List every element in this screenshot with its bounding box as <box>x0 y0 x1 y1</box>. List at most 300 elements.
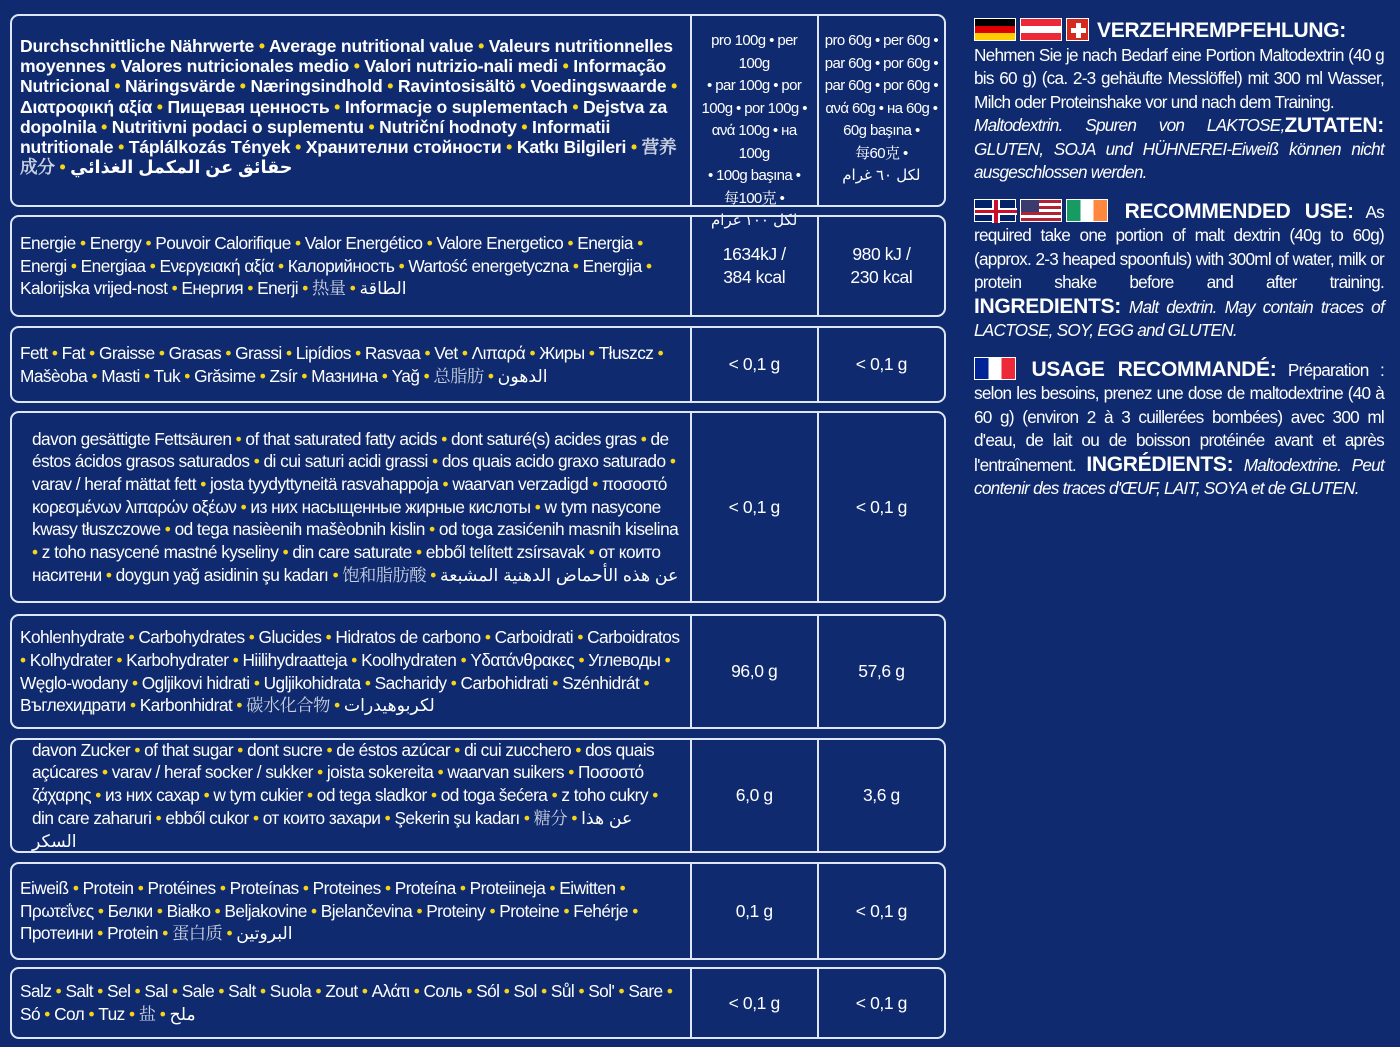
label-fragment: Vet <box>430 342 462 363</box>
bullet-separator: • <box>145 232 151 253</box>
value-per100g <box>690 969 817 1037</box>
bullet-separator: • <box>307 785 313 806</box>
header-col-line: 每60克 • <box>855 144 908 162</box>
header-col-line: ανά 60g • на 60g • <box>825 99 938 117</box>
label-fragment: 总脂肪 <box>429 365 488 386</box>
label-fragment: Glucides <box>254 627 326 648</box>
bullet-separator: • <box>253 672 260 693</box>
bullet-separator: • <box>368 116 375 137</box>
label-fragment: Zsír <box>265 365 302 386</box>
label-fragment: Graisse <box>94 342 159 363</box>
bullet-separator: • <box>552 672 558 693</box>
label-fragment: Sacharidy <box>370 672 451 693</box>
label-fragment: joista sokereita <box>322 762 438 783</box>
header-col-line: 100g • por 100g • <box>701 99 807 117</box>
label-fragment: 饱和脂肪酸 <box>338 564 431 585</box>
value-text: < 0,1 g <box>728 354 780 374</box>
bullet-separator: • <box>317 762 323 783</box>
label-fragment: Enerji <box>252 278 303 299</box>
label-fragment: لكربوهيدرات <box>339 695 435 716</box>
label-fragment: Λιπαρά <box>467 342 530 363</box>
row-label-text <box>20 626 682 717</box>
bullet-separator: • <box>437 762 444 783</box>
label-fragment: Ενεργειακή αξία <box>155 255 278 276</box>
switzerland-flag-icon <box>1066 18 1089 41</box>
header-col-line: 60g başına • <box>843 122 920 139</box>
ingredients-heading-de: ZUTATEN: <box>1284 114 1384 137</box>
label-fragment: Proteína <box>390 877 460 898</box>
ingredients-text-de: Maltodextrin. Spuren von LAKTOSE, GLUTEN, SOJA und HÜHNEREI-Eiweiß können nicht ausgeschlossen werden. <box>974 115 1384 182</box>
label-fragment: Şekerin şu kadarı <box>390 807 524 828</box>
value-per100g <box>690 616 817 727</box>
header-col-line: لكل ١٠٠ غرام <box>711 212 798 229</box>
ingredients-heading-fr: INGRÉDIENTS: <box>1086 452 1234 476</box>
label-fragment: Углеводы <box>583 649 665 670</box>
bullet-separator: • <box>155 807 162 828</box>
bullet-separator: • <box>79 232 86 253</box>
label-fragment: din care saturate <box>288 542 416 563</box>
label-fragment: Næringsindhold <box>245 76 388 97</box>
bullet-separator: • <box>258 36 265 56</box>
bullet-separator: • <box>105 564 112 585</box>
bullet-separator: • <box>315 981 321 1002</box>
row-label-text <box>32 739 682 853</box>
label-fragment: из них насыщенные жирные кислоты <box>246 496 535 517</box>
bullet-separator: • <box>430 785 437 806</box>
label-fragment: Näringsvärde <box>120 76 240 97</box>
label-fragment: din care zaharuri <box>32 807 156 828</box>
label-fragment: ποσοστό κορεσμένων λιπαρών οξέων <box>32 473 667 517</box>
label-fragment: Energiaa <box>76 255 150 276</box>
usage-text-fr: Préparation : selon les besoins, prenez une dose de maltodextrine (40 à 60 g) (environ 2 à 3 cuillerées bombées) avec 300 ml d'eau, de lait ou de boisson protéinée avant et après l'entraînement. <box>974 359 1384 475</box>
bullet-separator: • <box>164 519 171 540</box>
bullet-separator: • <box>301 365 307 386</box>
label-fragment: Beljakovine <box>220 900 312 921</box>
bullet-separator: • <box>503 981 510 1002</box>
bullet-separator: • <box>200 473 206 494</box>
bullet-separator: • <box>332 564 339 585</box>
bullet-separator: • <box>72 877 79 898</box>
label-fragment: Energi <box>20 255 71 276</box>
label-fragment: Energia <box>573 232 638 253</box>
bullet-separator: • <box>248 627 255 648</box>
value-text: < 0,1 g <box>855 992 907 1013</box>
label-fragment: ebből cukor <box>161 807 253 828</box>
usage-text-en: As required take one portion of malt dextrin (40g to 60g) (approx. 2-3 heaped spoonfuls) with 300ml of water, milk or protein shake before and after training. <box>974 201 1384 292</box>
label-fragment: varav / heraf socker / sukker <box>107 762 318 783</box>
label-fragment: dont saturé(s) acides gras <box>446 428 641 449</box>
label-fragment: ملح <box>165 1004 196 1024</box>
french-section <box>974 357 1384 501</box>
ingredients-text-en: Malt dextrin. May contain traces of LACTOSE, SOY, EGG and GLUTEN. <box>974 296 1384 340</box>
austria-flag-icon <box>1020 18 1062 41</box>
bullet-separator: • <box>487 365 494 386</box>
bullet-separator: • <box>110 56 117 77</box>
table-row-salt <box>10 967 946 1039</box>
label-fragment: Dejstva za dopolnila <box>20 96 668 137</box>
label-fragment: Carboidratos <box>582 627 680 648</box>
label-fragment: Sale <box>177 981 219 1002</box>
label-fragment: عن هذا السكر <box>32 807 633 851</box>
row-label-text <box>20 980 682 1025</box>
label-fragment: Bjelančevina <box>316 900 417 921</box>
bullet-separator: • <box>97 900 104 921</box>
label-fragment: البروتين <box>231 923 293 944</box>
bullet-separator: • <box>489 900 495 921</box>
value-per60g <box>817 864 944 958</box>
bullet-separator: • <box>326 739 333 760</box>
label-fragment: Ugljikohidrata <box>259 672 365 693</box>
label-fragment: Grăsime <box>189 365 260 386</box>
bullet-separator: • <box>567 232 574 253</box>
bullet-separator: • <box>130 695 136 716</box>
label-fragment: doygun yağ asidinin şu kadarı <box>111 564 333 585</box>
label-fragment: Hidratos de carbono <box>331 627 485 648</box>
bullet-separator: • <box>89 342 95 363</box>
label-fragment: z toho cukry <box>557 785 653 806</box>
bullet-separator: • <box>134 981 141 1002</box>
usage-heading-en: RECOMMENDED USE: <box>1124 199 1354 223</box>
bullet-separator: • <box>588 542 595 563</box>
label-fragment: Fett <box>20 342 52 363</box>
label-fragment: Πρωτεΐνες <box>20 900 98 921</box>
label-fragment: josta tyydyttyneitä rasvahappoja <box>205 473 443 494</box>
bullet-separator: • <box>128 627 135 648</box>
value-text: < 0,1 g <box>728 992 780 1013</box>
label-fragment: от които захари <box>258 807 385 828</box>
label-fragment: Мазнина <box>306 365 382 386</box>
bullet-separator: • <box>572 255 579 276</box>
label-fragment: Durchschnittliche Nährwerte <box>20 36 259 56</box>
row-label <box>12 616 690 727</box>
bullet-separator: • <box>162 923 168 944</box>
value-per60g <box>817 413 944 601</box>
label-fragment: Rasvaa <box>360 342 425 363</box>
table-row-saturated-fat <box>10 411 946 603</box>
header-col-per100g <box>690 16 817 229</box>
label-fragment: Αλάτι <box>367 981 414 1002</box>
ireland-flag-icon <box>1066 199 1108 222</box>
label-fragment: Só <box>20 1004 45 1024</box>
label-fragment: Ogljikovi hidrati <box>137 672 254 693</box>
label-fragment: Tłuszcz <box>594 342 658 363</box>
label-fragment: الطاقة <box>355 278 407 299</box>
label-fragment: Katkı Bilgileri <box>512 137 631 158</box>
label-fragment: Διατροφική αξία <box>20 96 157 117</box>
bullet-separator: • <box>355 342 361 363</box>
row-label-text <box>32 428 682 587</box>
label-fragment: Proteiineja <box>465 877 550 898</box>
label-fragment: od toga zasićenih masnih kiselina <box>434 519 679 540</box>
bullet-separator: • <box>91 365 98 386</box>
label-fragment: waarvan suikers <box>443 762 569 783</box>
bullet-separator: • <box>441 428 447 449</box>
value-text: < 0,1 g <box>855 354 907 374</box>
bullet-separator: • <box>149 255 156 276</box>
bullet-separator: • <box>640 428 647 449</box>
label-fragment: Valores nutricionales medio <box>116 56 354 77</box>
bullet-separator: • <box>426 232 433 253</box>
bullet-separator: • <box>59 157 66 178</box>
label-fragment: w tym cukier <box>209 785 308 806</box>
label-fragment: Valor Energético <box>300 232 427 253</box>
bullet-separator: • <box>237 739 243 760</box>
table-row-fat <box>10 326 946 403</box>
value-per100g <box>690 740 817 851</box>
label-fragment: 热量 <box>307 278 350 299</box>
bullet-separator: • <box>232 649 239 670</box>
label-fragment: Протеини <box>20 923 98 944</box>
bullet-separator: • <box>423 365 430 386</box>
bullet-separator: • <box>430 564 436 585</box>
label-fragment: de éstos ácidos grasos saturados <box>32 428 669 472</box>
label-fragment: Хранителни стойности <box>301 137 507 158</box>
bullet-separator: • <box>51 342 58 363</box>
label-fragment: z toho nasycené mastné kyseliny <box>37 542 283 563</box>
bullet-separator: • <box>171 278 178 299</box>
label-fragment: из них сахар <box>100 785 204 806</box>
value-per100g <box>690 217 817 315</box>
bullet-separator: • <box>450 672 457 693</box>
value-text: 57,6 g <box>858 661 905 681</box>
bullet-separator: • <box>551 785 558 806</box>
bullet-separator: • <box>652 785 658 806</box>
label-fragment: Valeurs nutritionnelles moyennes <box>20 36 673 77</box>
bullet-separator: • <box>236 695 242 716</box>
label-fragment: Koolhydraten <box>356 649 461 670</box>
bullet-separator: • <box>432 451 438 472</box>
bullet-separator: • <box>549 877 556 898</box>
label-fragment: Белки <box>103 900 157 921</box>
label-fragment: Υδατάνθρακες <box>466 649 579 670</box>
header-col-line: 每100克 • <box>724 189 785 207</box>
bullet-separator: • <box>159 1004 166 1024</box>
label-fragment: Energie <box>20 232 80 253</box>
bullet-separator: • <box>632 900 638 921</box>
value-per100g <box>690 328 817 401</box>
label-fragment: Sol' <box>583 981 619 1002</box>
bullet-separator: • <box>32 542 38 563</box>
label-fragment: от които наситени <box>32 542 661 585</box>
bullet-separator: • <box>575 739 581 760</box>
table-row-energy <box>10 215 946 317</box>
header-col1-lines <box>696 30 813 233</box>
header-col-line: ανά 100g • на 100g <box>711 122 797 162</box>
bullet-separator: • <box>521 116 528 137</box>
bullet-separator: • <box>384 877 391 898</box>
bullet-separator: • <box>325 627 332 648</box>
bullet-separator: • <box>506 137 513 158</box>
bullet-separator: • <box>351 649 357 670</box>
bullet-separator: • <box>520 76 526 97</box>
label-fragment: Táplálkozás Tények <box>124 137 296 158</box>
bullet-separator: • <box>334 96 341 117</box>
label-fragment: davon gesättigte Fettsäuren <box>32 428 236 449</box>
label-fragment: Въглехидрати <box>20 695 131 716</box>
row-label-text <box>20 877 682 945</box>
bullet-separator: • <box>70 255 77 276</box>
bullet-separator: • <box>282 542 289 563</box>
bullet-separator: • <box>55 981 62 1002</box>
row-label <box>12 328 690 401</box>
bullet-separator: • <box>252 807 259 828</box>
value-text: < 0,1 g <box>855 496 908 517</box>
bullet-separator: • <box>44 1004 50 1024</box>
value-per60g <box>817 616 944 727</box>
bullet-separator: • <box>349 278 356 299</box>
label-fragment: Kohlenhydrate <box>20 627 129 648</box>
label-fragment: 碳水化合物 <box>241 695 335 716</box>
bullet-separator: • <box>137 877 144 898</box>
bullet-separator: • <box>461 342 468 363</box>
label-fragment: Wartość energetyczna <box>404 255 573 276</box>
label-fragment: Informatii nutritionale <box>20 116 611 158</box>
label-fragment: Sal <box>140 981 172 1002</box>
bullet-separator: • <box>116 649 122 670</box>
label-fragment: Енергия <box>177 278 248 299</box>
table-row-carbohydrates <box>10 614 946 729</box>
bullet-separator: • <box>568 762 574 783</box>
label-fragment: Zout <box>321 981 362 1002</box>
bullet-separator: • <box>618 981 625 1002</box>
bullet-separator: • <box>619 877 626 898</box>
label-fragment: ebből telített zsírsavak <box>421 542 589 563</box>
bullet-separator: • <box>118 137 125 158</box>
label-fragment: Жиры <box>534 342 589 363</box>
value-text: 980 kJ / 230 kcal <box>850 244 913 287</box>
bullet-separator: • <box>20 649 26 670</box>
france-flag-icon <box>974 357 1016 380</box>
bullet-separator: • <box>295 232 301 253</box>
usage-heading-de: VERZEHREMPFEHLUNG: <box>1097 19 1346 42</box>
bullet-separator: • <box>454 739 460 760</box>
bullet-separator: • <box>214 900 221 921</box>
label-fragment: Karbonhidrat <box>135 695 237 716</box>
bullet-separator: • <box>578 649 584 670</box>
bullet-separator: • <box>295 137 302 158</box>
value-text: < 0,1 g <box>855 900 907 921</box>
bullet-separator: • <box>114 76 121 97</box>
ingredients-heading-en: INGREDIENTS: <box>974 294 1121 318</box>
value-text: 3,6 g <box>862 785 900 805</box>
label-fragment: Proteiny <box>421 900 490 921</box>
label-fragment: Fehérje <box>568 900 633 921</box>
value-per60g <box>817 740 944 851</box>
label-fragment: Voedingswaarde <box>525 76 672 97</box>
value-per60g <box>817 217 944 315</box>
label-fragment: of that saturated fatty acids <box>241 428 442 449</box>
bullet-separator: • <box>285 342 292 363</box>
ingredients-text-fr: Maltodextrine. Peut contenir des traces d'ŒUF, LAIT, SOYA et de GLUTEN. <box>974 454 1384 498</box>
bullet-separator: • <box>429 519 435 540</box>
bullet-separator: • <box>184 365 190 386</box>
label-fragment: Eiwitten <box>555 877 620 898</box>
label-fragment: Valore Energetico <box>432 232 568 253</box>
label-fragment: Lipídios <box>291 342 356 363</box>
label-fragment: dont sucre <box>242 739 327 760</box>
bullet-separator: • <box>645 255 652 276</box>
label-fragment: varav / heraf mättat fett <box>32 473 201 494</box>
label-fragment: Salz <box>20 981 56 1002</box>
table-row-protein <box>10 862 946 960</box>
bullet-separator: • <box>219 877 226 898</box>
bullet-separator: • <box>534 496 541 517</box>
label-fragment: Valori nutrizio-nali medi <box>359 56 563 77</box>
row-label <box>12 969 690 1037</box>
bullet-separator: • <box>637 232 643 253</box>
header-col-line: par 60g • por 60g • <box>824 77 939 94</box>
label-fragment: Pouvoir Calorifique <box>150 232 296 253</box>
bullet-separator: • <box>302 278 308 299</box>
label-fragment: Fat <box>57 342 90 363</box>
label-fragment: Szénhidrát <box>557 672 644 693</box>
label-fragment: od toga šećera <box>436 785 552 806</box>
header-col-line: pro 60g • per 60g • <box>824 32 939 49</box>
label-fragment: Yağ <box>387 365 424 386</box>
bullet-separator: • <box>398 255 405 276</box>
header-col-line: • 100g başına • <box>707 167 801 184</box>
bullet-separator: • <box>588 342 595 363</box>
label-fragment: waarvan verzadigd <box>448 473 593 494</box>
bullet-separator: • <box>669 451 676 472</box>
row-label <box>12 740 690 851</box>
bullet-separator: • <box>156 96 163 117</box>
label-fragment: de éstos azúcar <box>332 739 455 760</box>
bullet-separator: • <box>226 923 232 944</box>
bullet-separator: • <box>571 807 577 828</box>
header-label-text <box>20 36 682 177</box>
bullet-separator: • <box>97 981 103 1002</box>
label-fragment: Protein <box>102 923 163 944</box>
label-fragment: عن هذه الأحماض الدهنية المشبعة <box>435 564 679 585</box>
bullet-separator: • <box>657 342 664 363</box>
germany-flag-icon <box>974 18 1016 41</box>
bullet-separator: • <box>225 342 231 363</box>
label-fragment: Protein <box>78 877 138 898</box>
label-fragment: Ποσοστό ζάχαρης <box>32 762 644 806</box>
bullet-separator: • <box>413 981 420 1002</box>
bullet-separator: • <box>460 649 467 670</box>
bullet-separator: • <box>302 877 309 898</box>
bullet-separator: • <box>334 695 340 716</box>
label-fragment: Соль <box>419 981 467 1002</box>
bullet-separator: • <box>442 473 449 494</box>
label-fragment: di cui zucchero <box>459 739 576 760</box>
label-fragment: Mašèoba <box>20 365 92 386</box>
bullet-separator: • <box>415 542 422 563</box>
value-text: 1634kJ / 384 kcal <box>722 244 786 287</box>
bullet-separator: • <box>484 627 491 648</box>
bullet-separator: • <box>387 76 394 97</box>
label-fragment: Kalorijska vrijed-nost <box>20 278 172 299</box>
label-fragment: 糖分 <box>529 807 572 828</box>
table-header-row <box>10 14 946 229</box>
header-col-line: pro 100g • per 100g <box>711 32 798 72</box>
bullet-separator: • <box>364 672 371 693</box>
label-fragment: od tega nasièenih mašèobnih kislin <box>170 519 430 540</box>
label-fragment: Proteínas <box>225 877 303 898</box>
label-fragment: Nutriční hodnoty <box>374 116 522 137</box>
label-fragment: Eiweiß <box>20 877 73 898</box>
label-fragment: Tuz <box>93 1004 130 1024</box>
bullet-separator: • <box>95 785 101 806</box>
label-fragment: 蛋白质 <box>167 923 227 944</box>
label-fragment: 营养成分 <box>20 137 677 178</box>
bullet-separator: • <box>101 762 108 783</box>
bullet-separator: • <box>353 56 360 77</box>
table-row-sugar <box>10 738 946 853</box>
label-fragment: Grassi <box>230 342 286 363</box>
